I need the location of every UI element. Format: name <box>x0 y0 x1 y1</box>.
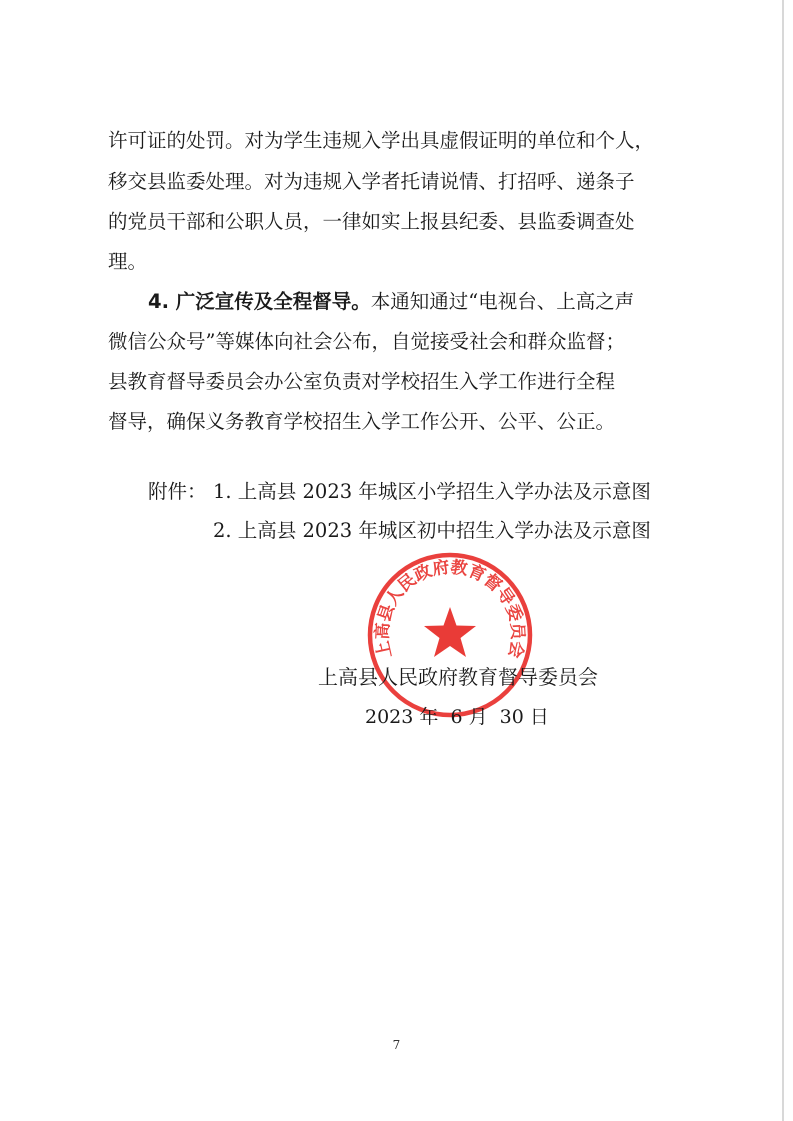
paragraph-first-line <box>148 287 634 317</box>
section-heading: 4. 广泛宣传及全程督导。 <box>148 290 371 313</box>
signing-organization: 上高县人民政府教育督导委员会 <box>318 665 598 689</box>
paragraph-line: 督导，确保义务教育学校招生入学工作公开、公平、公正。 <box>108 410 616 433</box>
attachment-item: 2. 上高县 2023 年城区初中招生入学办法及示意图 <box>213 519 651 542</box>
paragraph-line: 的党员干部和公职人员，一律如实上报县纪委、县监委调查处 <box>108 210 635 233</box>
official-seal <box>365 550 535 720</box>
signing-date: 2023 年 6 月 30 日 <box>365 706 549 728</box>
paragraph-line: 移交县监委处理。对为违规入学者托请说情、打招呼、递条子 <box>108 170 635 193</box>
paragraph-text: 本通知通过“电视台、上高之声 <box>370 290 635 313</box>
paragraph-line: 微信公众号”等媒体向社会公布，自觉接受社会和群众监督； <box>108 330 625 353</box>
scan-edge-line <box>782 0 784 1121</box>
seal-text: 上高县人民政府教育督导委员会 <box>372 557 528 660</box>
page-number: 7 <box>392 1038 401 1052</box>
paragraph-line: 理。 <box>108 250 148 273</box>
paragraph-line: 县教育督导委员会办公室负责对学校招生入学工作进行全程 <box>108 370 616 393</box>
attachment-item: 1. 上高县 2023 年城区小学招生入学办法及示意图 <box>213 480 651 503</box>
paragraph-line: 许可证的处罚。对为学生违规入学出具虚假证明的单位和个人， <box>108 129 655 152</box>
seal-star-icon <box>424 607 476 657</box>
attachments-label: 附件： <box>148 480 207 503</box>
